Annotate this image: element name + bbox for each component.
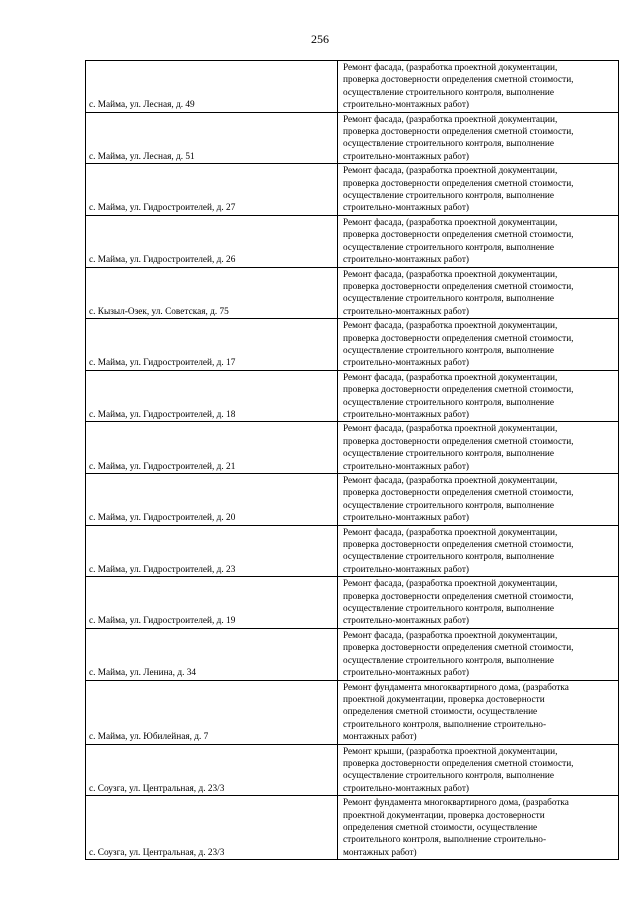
table-row [86, 525, 619, 577]
work-description-line: строительно-монтажных работ) [343, 100, 469, 111]
table-row [86, 61, 619, 113]
work-description-line: Ремонт фасада, (разработка проектной документации, [343, 424, 558, 435]
work-description-line: проверка достоверности определения сметной стоимости, [343, 385, 574, 396]
work-description-line: Ремонт фасада, (разработка проектной документации, [343, 63, 558, 73]
work-description-line: осуществление строительного контроля, выполнение [343, 139, 555, 150]
work-description-cell [338, 215, 619, 267]
work-description-line: строительно-монтажных работ) [343, 513, 469, 524]
work-description-cell [338, 61, 619, 113]
work-description-line: осуществление строительного контроля, выполнение [343, 655, 555, 666]
work-description-line: проверка достоверности определения сметной стоимости, [343, 281, 574, 292]
address-cell: с. Майма, ул. Гидростроителей, д. 19 [86, 577, 338, 629]
work-description-line: строительного контроля, выполнение строительно- [343, 719, 547, 730]
work-description-cell [338, 796, 619, 860]
work-description-line: проверка достоверности определения сметной стоимости, [343, 540, 574, 551]
work-description-line: осуществление строительного контроля, выполнение [343, 397, 555, 408]
table-row [86, 164, 619, 216]
address-cell: с. Майма, ул. Гидростроителей, д. 23 [86, 525, 338, 577]
work-description-cell [338, 680, 619, 744]
work-description-line: осуществление строительного контроля, выполнение [343, 87, 555, 98]
work-description-line: осуществление строительного контроля, выполнение [343, 552, 555, 563]
work-description-line: определения сметной стоимости, осуществление [343, 822, 538, 833]
address-cell: с. Майма, ул. Гидростроителей, д. 27 [86, 164, 338, 216]
work-description-line: строительно-монтажных работ) [343, 358, 469, 369]
work-description-line: Ремонт фасада, (разработка проектной документации, [343, 217, 558, 228]
work-description-cell [338, 422, 619, 474]
work-description-line: определения сметной стоимости, осуществление [343, 707, 538, 718]
table-row [86, 215, 619, 267]
works-table [85, 60, 619, 860]
address-cell: с. Майма, ул. Юбилейная, д. 7 [86, 680, 338, 744]
work-description-line: монтажных работ) [343, 847, 417, 858]
work-description-line: осуществление строительного контроля, выполнение [343, 191, 555, 202]
work-description-line: Ремонт фундамента многоквартирного дома, (разработка [343, 798, 569, 809]
work-description-cell [338, 267, 619, 319]
address-cell: с. Майма, ул. Гидростроителей, д. 17 [86, 319, 338, 371]
work-description-line: проектной документации, проверка достоверности [343, 694, 545, 705]
work-description-line: осуществление строительного контроля, выполнение [343, 604, 555, 615]
work-description-line: строительно-монтажных работ) [343, 409, 469, 420]
work-description-line: Ремонт фасада, (разработка проектной документации, [343, 321, 558, 332]
table-row [86, 370, 619, 422]
address-cell: с. Соузга, ул. Центральная, д. 23/3 [86, 796, 338, 860]
work-description-line: проверка достоверности определения сметной стоимости, [343, 230, 574, 241]
table-row [86, 680, 619, 744]
work-description-line: Ремонт фасада, (разработка проектной документации, [343, 372, 558, 383]
table-row [86, 319, 619, 371]
table-row [86, 628, 619, 680]
work-description-line: проверка достоверности определения сметной стоимости, [343, 127, 574, 138]
address-cell: с. Майма, ул. Лесная, д. 51 [86, 112, 338, 164]
address-cell: с. Майма, ул. Гидростроителей, д. 26 [86, 215, 338, 267]
work-description-line: осуществление строительного контроля, выполнение [343, 294, 555, 305]
work-description-cell [338, 112, 619, 164]
address-cell: с. Майма, ул. Гидростроителей, д. 20 [86, 474, 338, 526]
address-cell: с. Майма, ул. Ленина, д. 34 [86, 628, 338, 680]
work-description-line: осуществление строительного контроля, выполнение [343, 345, 555, 356]
work-description-line: Ремонт крыши, (разработка проектной документации, [343, 746, 558, 757]
work-description-line: проверка достоверности определения сметной стоимости, [343, 436, 574, 447]
work-description-line: Ремонт фасада, (разработка проектной документации, [343, 269, 558, 280]
work-description-line: Ремонт фасада, (разработка проектной документации, [343, 579, 558, 590]
work-description-line: проверка достоверности определения сметной стоимости, [343, 488, 574, 499]
address-cell: с. Кызыл-Озек, ул. Советская, д. 75 [86, 267, 338, 319]
work-description-line: осуществление строительного контроля, выполнение [343, 500, 555, 511]
work-description-line: проверка достоверности определения сметной стоимости, [343, 591, 574, 602]
address-cell: с. Майма, ул. Гидростроителей, д. 18 [86, 370, 338, 422]
work-description-line: монтажных работ) [343, 732, 417, 743]
work-description-line: осуществление строительного контроля, выполнение [343, 449, 555, 460]
table-row [86, 744, 619, 796]
table-row [86, 422, 619, 474]
work-description-line: осуществление строительного контроля, выполнение [343, 771, 555, 782]
table-row [86, 577, 619, 629]
work-description-line: проверка достоверности определения сметной стоимости, [343, 643, 574, 654]
work-description-cell [338, 744, 619, 796]
address-cell: с. Майма, ул. Лесная, д. 49 [86, 61, 338, 113]
work-description-line: строительно-монтажных работ) [343, 306, 469, 317]
work-description-line: Ремонт фундамента многоквартирного дома, (разработка [343, 682, 569, 693]
work-description-line: Ремонт фасада, (разработка проектной документации, [343, 630, 558, 641]
table-row [86, 474, 619, 526]
work-description-cell [338, 164, 619, 216]
address-cell: с. Соузга, ул. Центральная, д. 23/3 [86, 744, 338, 796]
work-description-line: проверка достоверности определения сметной стоимости, [343, 178, 574, 189]
work-description-line: проверка достоверности определения сметной стоимости, [343, 75, 574, 86]
work-description-cell [338, 628, 619, 680]
work-description-line: Ремонт фасада, (разработка проектной документации, [343, 527, 558, 538]
work-description-line: строительного контроля, выполнение строительно- [343, 835, 547, 846]
work-description-line: строительно-монтажных работ) [343, 151, 469, 162]
work-description-line: проверка достоверности определения сметной стоимости, [343, 758, 574, 769]
work-description-line: строительно-монтажных работ) [343, 255, 469, 266]
work-description-cell [338, 577, 619, 629]
page-number: 256 [311, 32, 329, 46]
work-description-line: строительно-монтажных работ) [343, 564, 469, 575]
work-description-line: строительно-монтажных работ) [343, 668, 469, 679]
table-row [86, 267, 619, 319]
work-description-line: Ремонт фасада, (разработка проектной документации, [343, 476, 558, 486]
work-description-cell [338, 319, 619, 371]
work-description-line: строительно-монтажных работ) [343, 203, 469, 214]
work-description-line: проверка достоверности определения сметной стоимости, [343, 333, 574, 344]
table-row [86, 796, 619, 860]
work-description-line: Ремонт фасада, (разработка проектной документации, [343, 114, 558, 125]
work-description-line: строительно-монтажных работ) [343, 461, 469, 472]
work-description-line: проектной документации, проверка достоверности [343, 810, 545, 821]
work-description-line: строительно-монтажных работ) [343, 783, 469, 794]
work-description-line: Ремонт фасада, (разработка проектной документации, [343, 166, 558, 177]
work-description-cell [338, 525, 619, 577]
work-description-cell [338, 474, 619, 526]
work-description-line: строительно-монтажных работ) [343, 616, 469, 627]
work-description-cell [338, 370, 619, 422]
work-description-line: осуществление строительного контроля, выполнение [343, 242, 555, 253]
address-cell: с. Майма, ул. Гидростроителей, д. 21 [86, 422, 338, 474]
works-table-body [86, 61, 619, 860]
table-row [86, 112, 619, 164]
